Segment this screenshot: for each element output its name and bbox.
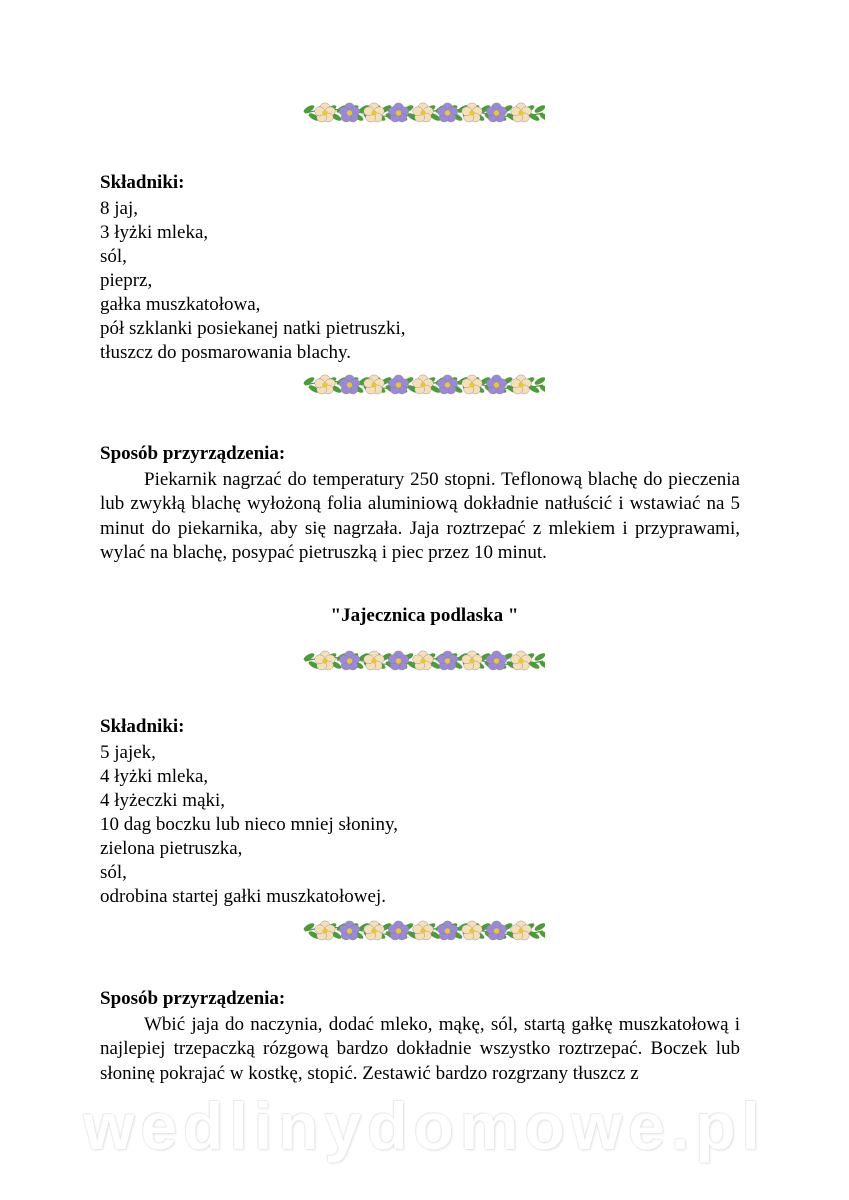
- watermark: wedlinydomowe.pl: [83, 1089, 766, 1163]
- method-heading: Sposób przyrządzenia:: [100, 988, 286, 1009]
- ingredients-list: [100, 197, 406, 365]
- ingredients-list: [100, 741, 398, 909]
- ingredient-item: 10 dag boczku lub nieco mniej słoniny,: [100, 814, 398, 835]
- ingredient-item: sól,: [100, 246, 127, 267]
- ingredient-item: tłuszcz do posmarowania blachy.: [100, 342, 351, 363]
- method-heading: Sposób przyrządzenia:: [100, 443, 286, 464]
- floral-divider: [303, 918, 545, 944]
- ingredient-item: odrobina startej gałki muszkatołowej.: [100, 886, 386, 907]
- ingredient-item: 4 łyżeczki mąki,: [100, 790, 226, 811]
- floral-garland-icon: [303, 648, 545, 674]
- ingredients-heading: Składniki:: [100, 172, 185, 193]
- floral-garland-icon: [303, 918, 545, 944]
- floral-divider: [303, 372, 545, 398]
- ingredient-item: 5 jajek,: [100, 742, 156, 763]
- ingredient-item: gałka muszkatołowa,: [100, 294, 261, 315]
- ingredient-item: 3 łyżki mleka,: [100, 222, 209, 243]
- floral-garland-icon: [303, 100, 545, 126]
- ingredient-item: sól,: [100, 862, 127, 883]
- recipe-title: "Jajecznica podlaska ": [330, 605, 519, 626]
- floral-divider: [303, 100, 545, 126]
- ingredient-item: 8 jaj,: [100, 198, 138, 219]
- floral-garland-icon: [303, 372, 545, 398]
- method-paragraph: Wbić jaja do naczynia, dodać mleko, mąkę, sól, startą gałkę muszkatołową i najlepiej trzepaczką rózgową bardzo dokładnie wszystko roztrzepać. Boczek lub słoninę pokrajać w kostkę, stopić. Zestawić bardzo rozgrzany tłuszcz z: [100, 1014, 740, 1084]
- ingredient-item: 4 łyżki mleka,: [100, 766, 209, 787]
- floral-divider: [303, 648, 545, 674]
- ingredient-item: pieprz,: [100, 270, 153, 291]
- ingredient-item: zielona pietruszka,: [100, 838, 243, 859]
- ingredient-item: pół szklanki posiekanej natki pietruszki,: [100, 318, 406, 339]
- ingredients-heading: Składniki:: [100, 716, 185, 737]
- method-paragraph: Piekarnik nagrzać do temperatury 250 stopni. Teflonową blachę do pieczenia lub zwykłą blachę wyłożoną folia aluminiową dokładnie natłuścić i wstawiać na 5 minut do piekarnika, aby się nagrzała. Jaja roztrzepać z mlekiem i przyprawami, wylać na blachę, posypać pietruszką i piec przez 10 minut.: [100, 469, 740, 563]
